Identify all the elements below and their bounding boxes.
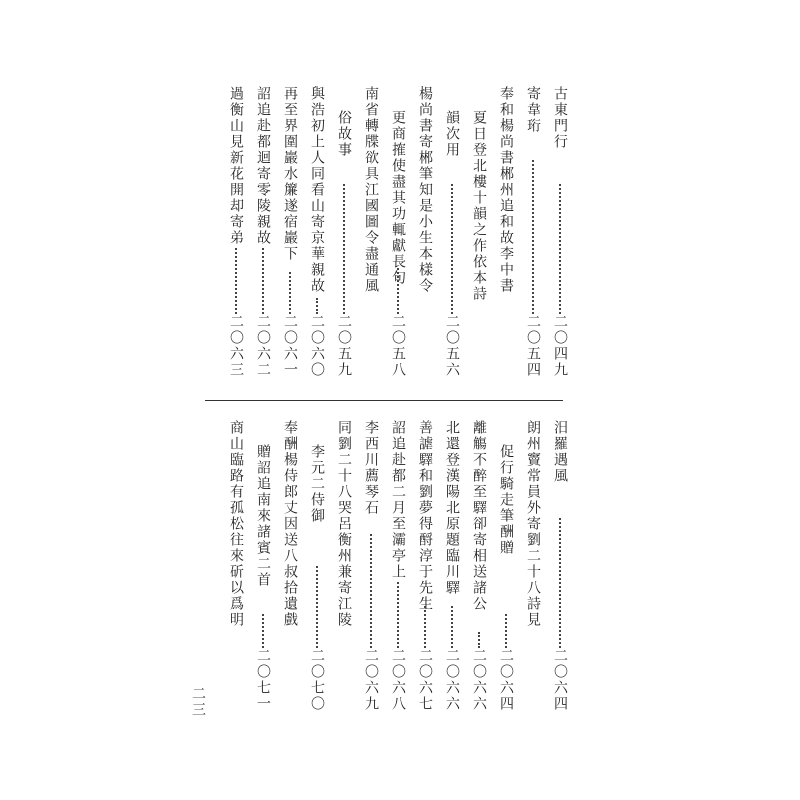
page-number: 二〇四九 <box>552 314 568 378</box>
page-number: 二〇六九 <box>363 648 379 712</box>
dot-leader <box>370 534 372 648</box>
entry-title: 詔追赴都迴寄零陵親故 <box>255 86 271 246</box>
entry-title: 離觴不醉至驛卻寄相送諸公 <box>471 420 487 612</box>
entry-title: 李元二侍御 <box>309 444 325 524</box>
dot-leader <box>397 582 399 648</box>
entry-title: 商山臨路有孤松往來斫以爲明 <box>228 420 244 628</box>
dot-leader <box>262 248 264 314</box>
page-number: 二〇六三 <box>228 314 244 378</box>
entry-title: 汨羅遇風 <box>552 420 568 484</box>
entry-title: 善謔驛和劉夢得酹淳于先生 <box>417 420 433 612</box>
entry-title: 奉酬楊侍郎丈因送八叔拾遺戲 <box>282 420 298 628</box>
dot-leader <box>451 184 453 314</box>
dot-leader <box>478 632 480 648</box>
page-number: 二〇六七 <box>417 648 433 712</box>
page-number: 二〇六八 <box>390 648 406 712</box>
page-number: 二〇六〇 <box>309 314 325 378</box>
dot-leader <box>424 606 426 648</box>
dot-leader <box>559 518 561 648</box>
page-number: 二〇六四 <box>498 648 514 712</box>
dot-leader <box>397 268 399 314</box>
page-number: 二〇六四 <box>552 648 568 712</box>
page-number: 二〇五四 <box>525 314 541 378</box>
page-number: 二〇六六 <box>444 648 460 712</box>
entry-title: 與浩初上人同看山寄京華親故 <box>309 86 325 294</box>
entry-title: 夏日登北樓十韻之作依本詩 <box>471 110 487 302</box>
page-number: 二〇七一 <box>255 648 271 712</box>
page-number: 二〇六一 <box>282 314 298 378</box>
entry-title: 過衡山見新花開却寄弟 <box>228 86 244 246</box>
page-number: 二〇七〇 <box>309 648 325 712</box>
dot-leader <box>559 184 561 314</box>
page-number: 二〇五九 <box>336 314 352 378</box>
entry-title: 李西川薦琴石 <box>363 420 379 516</box>
entry-title: 南省轉牒欲具江國圖令盡通風 <box>363 86 379 294</box>
entry-title: 楊尚書寄郴筆知是小生本樣令 <box>417 86 433 294</box>
entry-title: 朗州竇常員外寄劉二十八詩見 <box>525 420 541 628</box>
entry-title: 同劉二十八哭呂衡州兼寄江陵 <box>336 420 352 628</box>
page-number: 二〇五八 <box>390 314 406 378</box>
page-number: 二〇五六 <box>444 314 460 378</box>
dot-leader <box>505 614 507 648</box>
dot-leader <box>451 606 453 648</box>
entry-title: 更商搉使盡其功輒獻長句 <box>390 110 406 286</box>
dot-leader <box>262 614 264 648</box>
entry-title: 奉和楊尚書郴州追和故李中書 <box>498 86 514 294</box>
dot-leader <box>316 566 318 648</box>
entry-title: 韻次用 <box>444 110 460 158</box>
dot-leader <box>343 184 345 314</box>
entry-title: 俗故事 <box>336 110 352 158</box>
page-number: 二〇六二 <box>255 314 271 378</box>
entry-title: 促行騎走筆酬贈 <box>498 444 514 556</box>
dot-leader <box>532 160 534 314</box>
entry-title: 古東門行 <box>552 86 568 150</box>
page-number: 二〇六六 <box>471 648 487 712</box>
dot-leader <box>316 298 318 314</box>
section-divider <box>205 400 563 401</box>
entry-title: 詔追赴都二月至灞亭上 <box>390 420 406 580</box>
dot-leader <box>289 272 291 314</box>
dot-leader <box>235 248 237 314</box>
entry-title: 贈詔追南來諸賓二首 <box>255 444 271 588</box>
entry-title: 寄韋珩 <box>525 86 541 134</box>
entry-title: 再至界圍巖水簾遂宿巖下 <box>282 86 298 262</box>
page-folio: 二三 <box>190 686 206 718</box>
entry-title: 北還登漢陽北原題臨川驛 <box>444 420 460 596</box>
